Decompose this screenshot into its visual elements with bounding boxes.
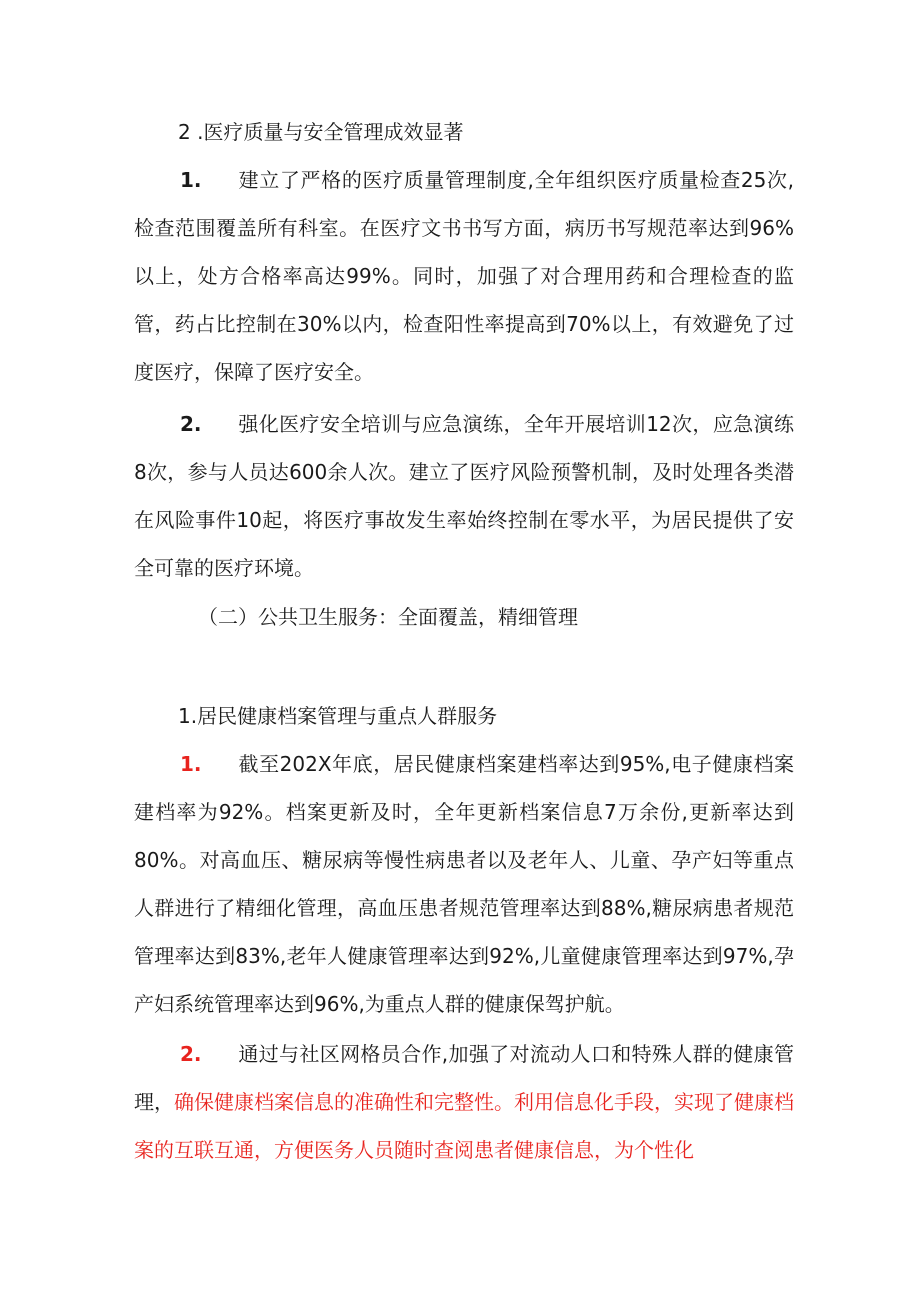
list-number: 2. xyxy=(180,1042,202,1066)
section-heading-medical-quality: 2 .医疗质量与安全管理成效显著 xyxy=(178,120,464,144)
list-number: 1. xyxy=(180,752,202,776)
part-heading-public-health: （二）公共卫生服务：全面覆盖，精细管理 xyxy=(198,605,578,629)
list-number: 2. xyxy=(180,412,202,436)
paragraph-grid-cooperation xyxy=(134,1030,794,1174)
paragraph-text: 通过与社区网格员合作,加强了对流动人口和特殊人群的健康管理， xyxy=(134,1042,794,1114)
paragraph-health-records xyxy=(134,740,794,1028)
paragraph-text: 截至202X年底，居民健康档案建档率达到95%,电子健康档案建档率为92%。档案更新及时，全年更新档案信息7万余份,更新率达到80%。对高血压、糖尿病等慢性病患者以及老年人、儿童、孕产妇等重点人群进行了精细化管理，高血压患者规范管理率达到88%,糖尿病患者规范管理率达到83%,老年人健康管理率达到92%,儿童健康管理率达到97%,孕产妇系统管理率达到96%,为重点人群的健康保驾护航。 xyxy=(134,752,794,1016)
list-number: 1. xyxy=(180,168,202,192)
paragraph-text: 建立了严格的医疗质量管理制度,全年组织医疗质量检查25次,检查范围覆盖所有科室。在医疗文书书写方面，病历书写规范率达到96%以上，处方合格率高达99%。同时，加强了对合理用药和合理检查的监管，药占比控制在30%以内，检查阳性率提高到70%以上，有效避免了过度医疗，保障了医疗安全。 xyxy=(134,168,794,384)
paragraph-quality-system xyxy=(134,156,794,396)
highlighted-text: 确保健康档案信息的准确性和完整性。利用信息化手段，实现了健康档案的互联互通，方便医务人员随时查阅患者健康信息，为个性化 xyxy=(134,1090,794,1162)
paragraph-safety-training xyxy=(134,400,794,592)
paragraph-text: 强化医疗安全培训与应急演练，全年开展培训12次，应急演练8次，参与人员达600余人次。建立了医疗风险预警机制，及时处理各类潜在风险事件10起，将医疗事故发生率始终控制在零水平，为居民提供了安全可靠的医疗环境。 xyxy=(134,412,794,580)
subsection-heading-health-records: 1.居民健康档案管理与重点人群服务 xyxy=(178,704,498,728)
